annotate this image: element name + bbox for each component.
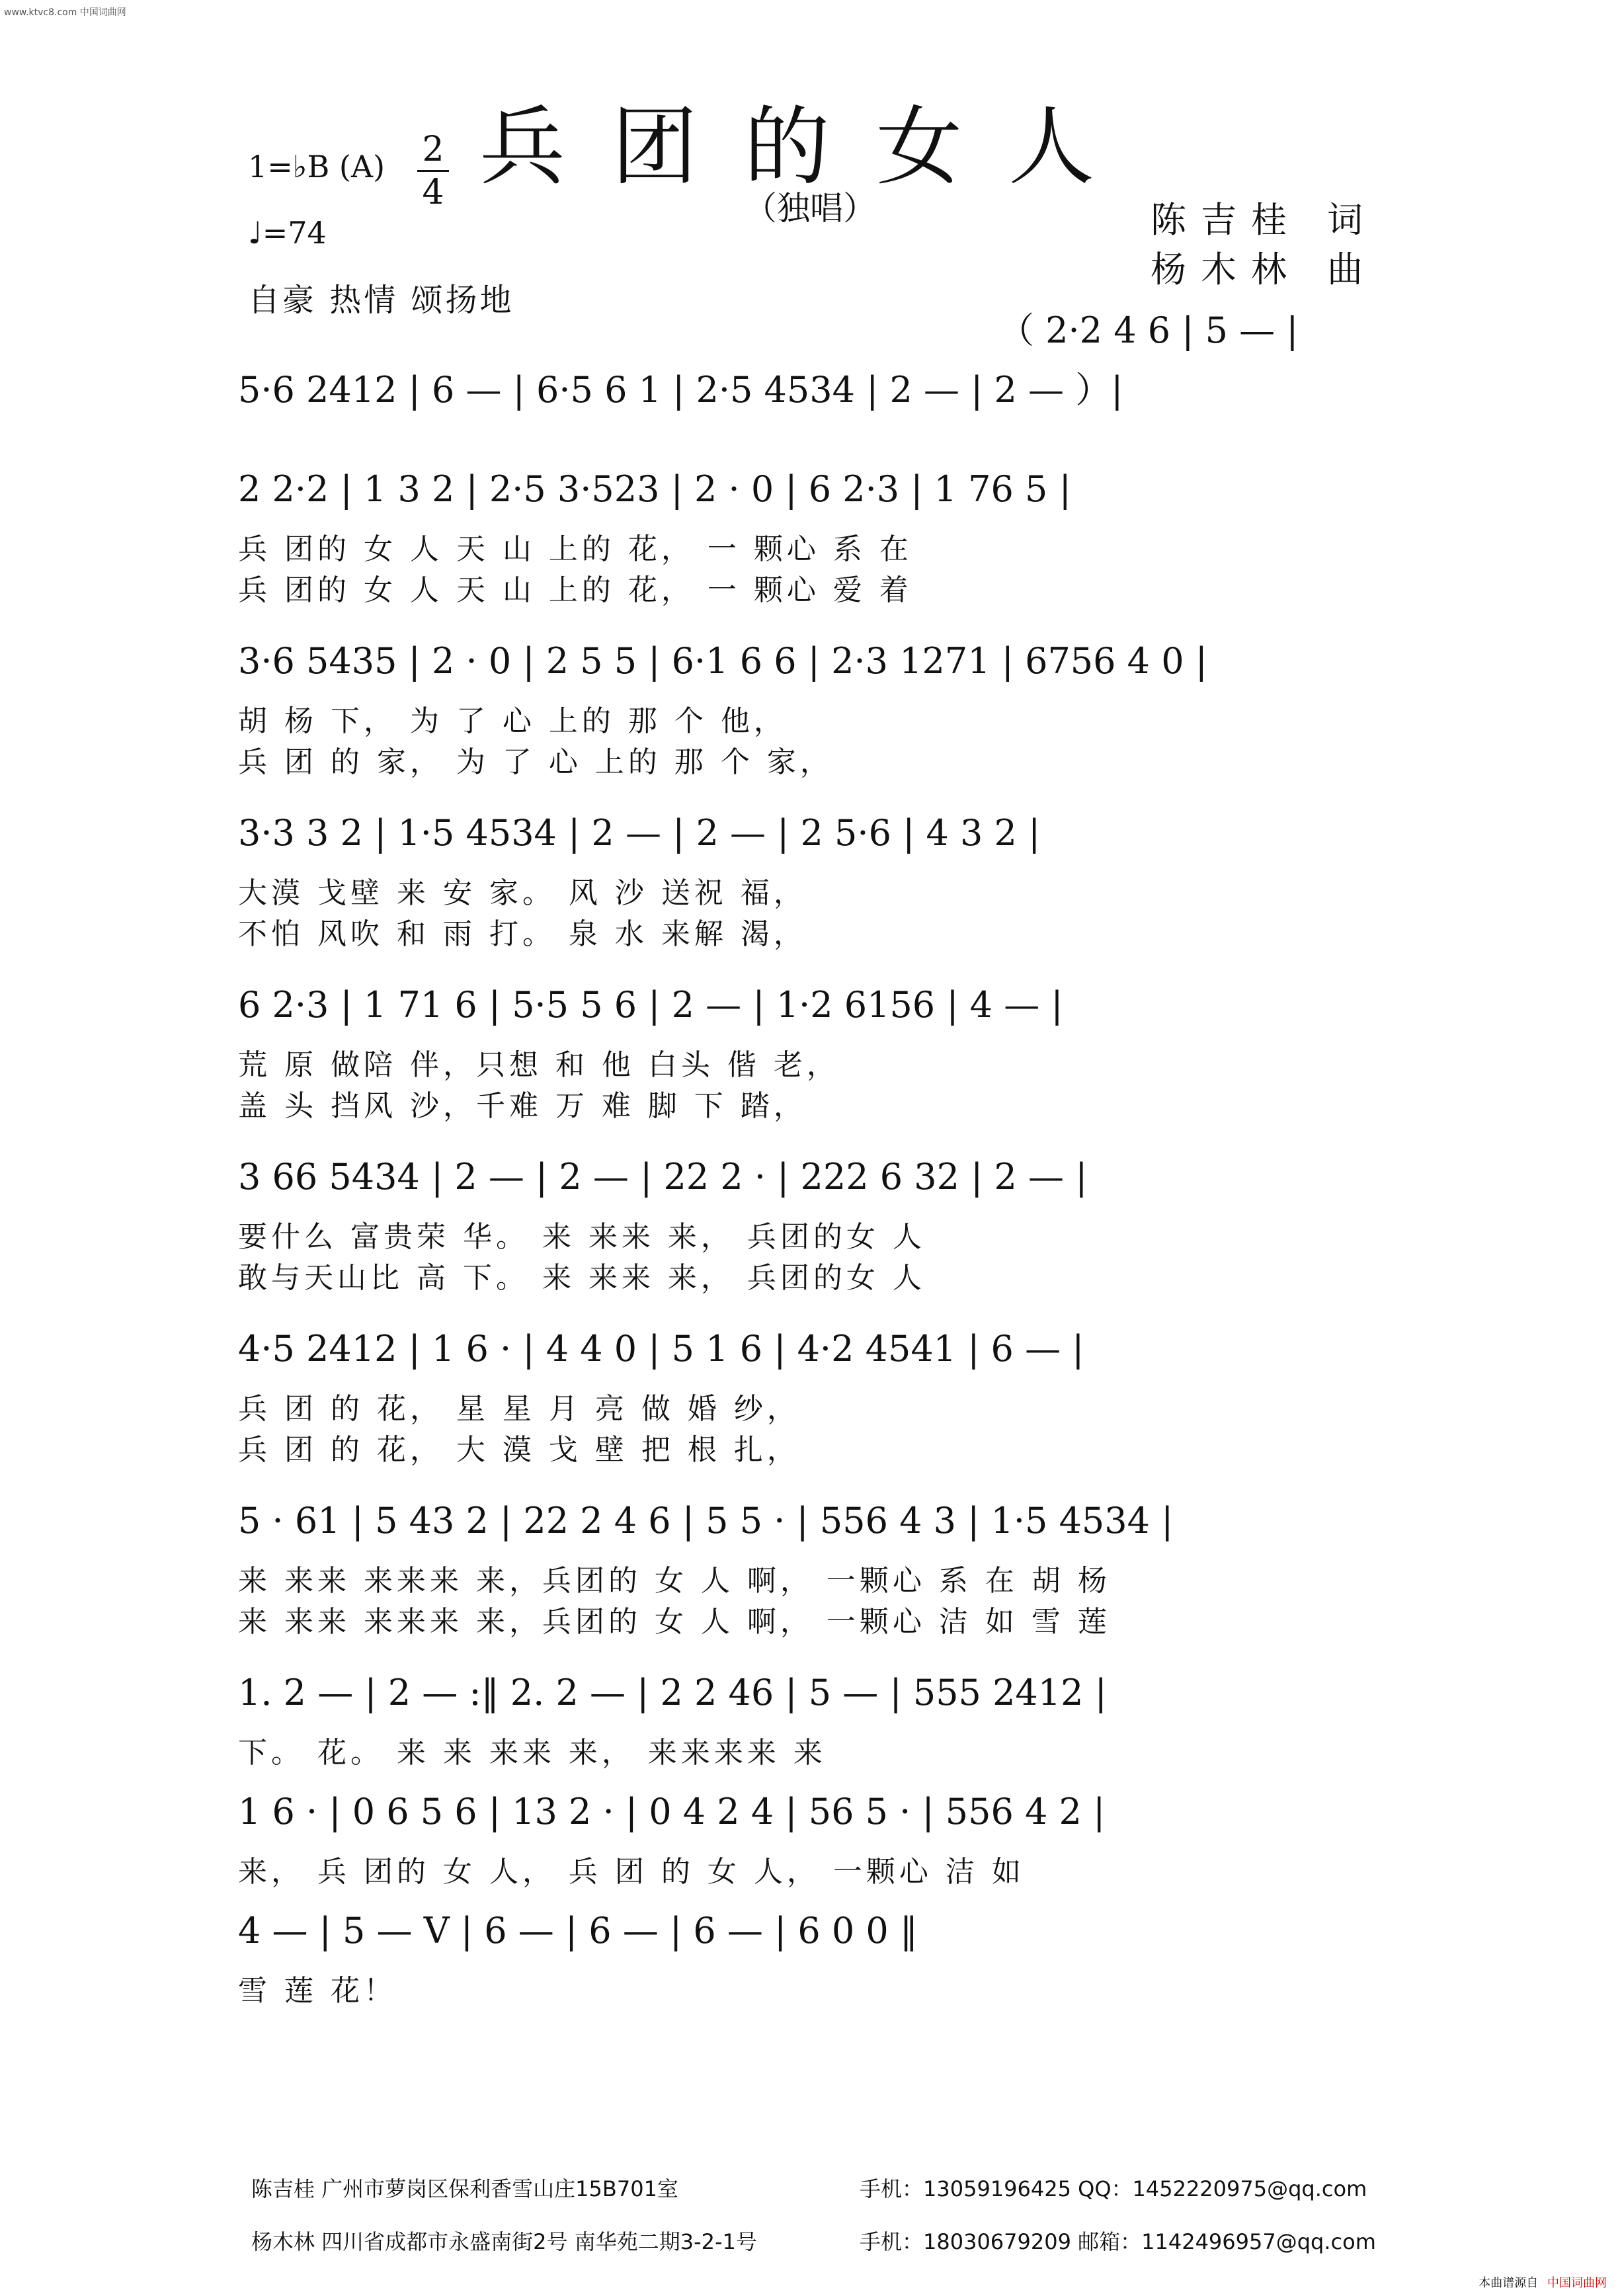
score [238, 291, 1415, 2008]
lyric-line: 来 来来 来来来 来，兵团的 女 人 啊， 一颗心 洁 如 雪 莲 [238, 1605, 1111, 1639]
notation-line: 1. 2 — | 2 — :‖ 2. 2 — | 2 2 46 | 5 — | 555 2412 | [238, 1672, 1107, 1713]
notation-line: 5·6 2412 | 6 — | 6·5 6 1 | 2·5 4534 | 2 — | 2 — ）| [238, 369, 1123, 411]
lyric-line: 荒 原 做陪 伴，只想 和 他 白头 偕 老， [238, 1048, 840, 1082]
footer-lyricist-contact: 手机：13059196425 QQ：1452220975@qq.com [860, 2176, 1367, 2201]
footer-composer-contact: 手机：18030679209 邮箱：1142496957@qq.com [860, 2229, 1376, 2254]
lyric-line: 来， 兵 团的 女 人， 兵 团 的 女 人， 一颗心 洁 如 [238, 1855, 1025, 1889]
notation-line: 6 2·3 | 1 71 6 | 5·5 5 6 | 2 — | 1·2 6156 | 4 — | [238, 984, 1063, 1026]
composer-credit: 杨木林 曲 [1151, 249, 1378, 290]
lyric-line: 大漠 戈壁 来 安 家。 风 沙 送祝 福， [238, 876, 807, 910]
lyric-line: 要什么 富贵荣 华。 来 来来 来， 兵团的女 人 [238, 1220, 926, 1254]
score-system [238, 350, 1415, 450]
expression-mark: 自豪 热情 颂扬地 [248, 282, 514, 319]
source-badge [1478, 2274, 1607, 2291]
notation-line: 2 2·2 | 1 3 2 | 2·5 3·523 | 2 · 0 | 6 2·3 | 1 76 5 | [238, 468, 1071, 510]
key-signature: 1=♭B (A) [248, 149, 385, 184]
footer-composer: 杨木林 四川省成都市永盛南街2号 南华苑二期3-2-1号 [251, 2229, 757, 2254]
notation-line: 5 · 61 | 5 43 2 | 22 2 4 6 | 5 5 · | 556 4 3 | 1·5 4534 | [238, 1500, 1174, 1541]
lyric-line: 兵 团 的 花， 星 星 月 亮 做 婚 纱， [238, 1392, 800, 1426]
tempo-mark: ♩=74 [248, 215, 327, 251]
lyric-line: 来 来来 来来来 来，兵团的 女 人 啊， 一颗心 系 在 胡 杨 [238, 1564, 1111, 1598]
time-signature: 2 4 [420, 129, 446, 213]
notation-line: 4·5 2412 | 1 6 · | 4 4 0 | 5 1 6 | 4·2 4541 | 6 — | [238, 1328, 1084, 1370]
notation-line: 4 — | 5 — V | 6 — | 6 — | 6 — | 6 0 0 ‖ [238, 1910, 918, 1951]
lyricist-credit: 陈吉桂 词 [1151, 199, 1378, 241]
lyric-line: 兵 团 的 花， 大 漠 戈 壁 把 根 扎， [238, 1433, 800, 1467]
lyric-line: 下。 花。 来 来 来来 来， 来来来来 来 [238, 1736, 827, 1770]
score-system [238, 622, 1415, 794]
lyric-line: 盖 头 挡风 沙，千难 万 难 脚 下 踏， [238, 1089, 807, 1123]
score-system [238, 1309, 1415, 1481]
score-system [238, 1481, 1415, 1653]
score-system [238, 1772, 1415, 1891]
score-system [238, 1137, 1415, 1309]
lyric-line: 敢与天山比 高 下。 来 来来 来， 兵团的女 人 [238, 1261, 926, 1295]
score-system [238, 450, 1415, 622]
notation-line: 1 6 · | 0 6 5 6 | 13 2 · | 0 4 2 4 | 56 5 · | 556 4 2 | [238, 1791, 1106, 1832]
score-system [238, 1653, 1415, 1772]
score-system [238, 794, 1415, 965]
notation-line: （ 2·2 4 6 | 5 — | [998, 309, 1299, 351]
score-system [238, 291, 1415, 350]
watermark: www.ktvc8.com 中国词曲网 [4, 7, 126, 18]
lyric-line: 兵 团 的 家， 为 了 心 上的 那 个 家， [238, 745, 833, 779]
lyric-line: 雪 莲 花！ [238, 1974, 397, 2008]
source-badge-site: 中国词曲网 [1547, 2276, 1607, 2290]
notation-line: 3·6 5435 | 2 · 0 | 2 5 5 | 6·1 6 6 | 2·3 1271 | 6756 4 0 | [238, 640, 1207, 682]
lyric-line: 不怕 风吹 和 雨 打。 泉 水 来解 渴， [238, 917, 807, 951]
footer-lyricist: 陈吉桂 广州市萝岗区保利香雪山庄15B701室 [251, 2176, 678, 2201]
page-title: 兵团的女人 [479, 97, 1141, 197]
subtitle: （独唱） [744, 189, 876, 227]
score-system [238, 965, 1415, 1137]
notation-line: 3 66 5434 | 2 — | 2 — | 22 2 · | 222 6 32 | 2 — | [238, 1156, 1088, 1198]
notation-line: 3·3 3 2 | 1·5 4534 | 2 — | 2 — | 2 5·6 | 4 3 2 | [238, 812, 1041, 854]
score-system [238, 1891, 1415, 2008]
lyric-line: 胡 杨 下， 为 了 心 上的 那 个 他， [238, 704, 787, 738]
lyric-line: 兵 团的 女 人 天 山 上的 花， 一 颗心 爱 着 [238, 573, 912, 607]
lyric-line: 兵 团的 女 人 天 山 上的 花， 一 颗心 系 在 [238, 532, 912, 566]
source-badge-label: 本曲谱源自 [1478, 2276, 1539, 2290]
